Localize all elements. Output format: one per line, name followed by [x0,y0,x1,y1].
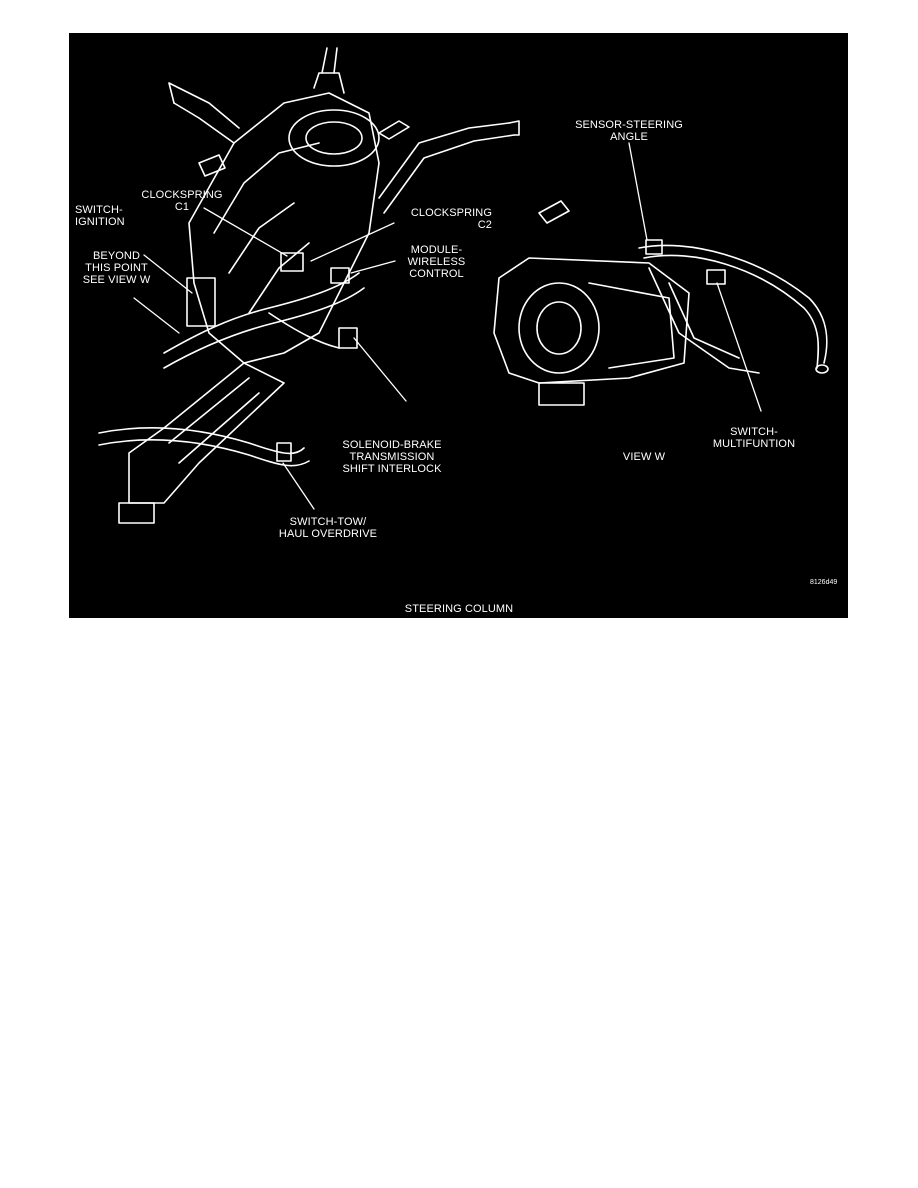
label-module-wireless-control: MODULE- WIRELESS CONTROL [407,244,466,280]
label-switch-tow-haul: SWITCH-TOW/ HAUL OVERDRIVE [278,516,378,540]
steering-column-illustration [69,33,848,618]
figure-caption: STEERING COLUMN [404,603,514,615]
label-sensor-steering-angle: SENSOR-STEERING ANGLE [575,119,683,143]
label-solenoid-brake: SOLENOID-BRAKE TRANSMISSION SHIFT INTERLOCK [342,439,442,475]
label-beyond-this-point: BEYOND THIS POINT SEE VIEW W [82,250,151,286]
label-switch-multifunction: SWITCH- MULTIFUNTION [712,426,796,450]
figure-id: 8126d49 [810,579,838,586]
label-clockspring-c1: CLOCKSPRING C1 [141,189,223,213]
label-switch-ignition: SWITCH- IGNITION [75,204,125,228]
label-view-w: VIEW W [622,451,666,463]
diagram-panel [69,33,848,618]
label-clockspring-c2: CLOCKSPRING C2 [410,207,492,231]
clockspring-view-w [494,201,828,405]
